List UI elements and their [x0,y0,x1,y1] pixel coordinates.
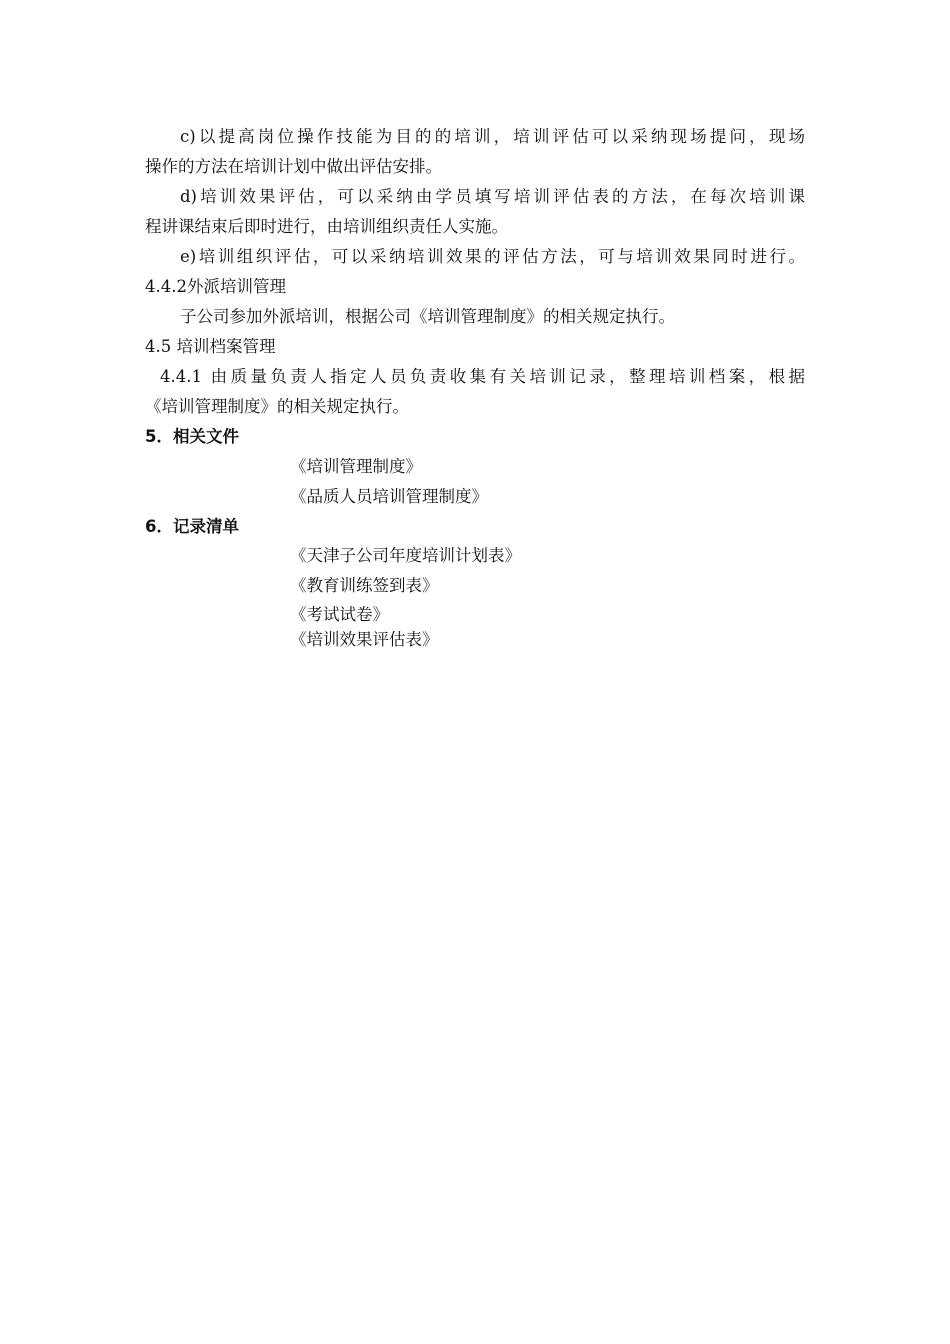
record-item: 《天津子公司年度培训计划表》 [290,546,521,565]
related-file-item: 《品质人员培训管理制度》 [290,487,488,506]
section-45-line-1: 4.4.1 由质量负责人指定人员负责收集有关培训记录，整理培训档案，根据 [160,367,805,386]
section-442-body: 子公司参加外派培训，根据公司《培训管理制度》的相关规定执行。 [180,307,675,326]
section-5-heading: 5．相关文件 [145,427,239,446]
related-file-item: 《培训管理制度》 [290,457,422,476]
item-e-line-1: e)培训组织评估，可以采纳培训效果的评估方法，可与培训效果同时进行。 [180,247,805,266]
item-d-line-2: 程讲课结束后即时进行，由培训组织责任人实施。 [145,217,508,236]
record-item: 《考试试卷》 [290,605,389,624]
item-c-line-1: c)以提高岗位操作技能为目的的培训，培训评估可以采纳现场提问，现场 [180,127,805,146]
record-item: 《教育训练签到表》 [290,576,439,595]
item-d-line-1: d)培训效果评估，可以采纳由学员填写培训评估表的方法，在每次培训课 [180,187,805,206]
section-442-title: 4.4.2外派培训管理 [145,277,286,296]
section-6-heading: 6．记录清单 [145,517,239,536]
item-c-line-2: 操作的方法在培训计划中做出评估安排。 [145,157,442,176]
record-item: 《培训效果评估表》 [290,630,439,649]
section-45-line-2: 《培训管理制度》的相关规定执行。 [145,397,409,416]
section-45-title: 4.5 培训档案管理 [145,337,276,356]
